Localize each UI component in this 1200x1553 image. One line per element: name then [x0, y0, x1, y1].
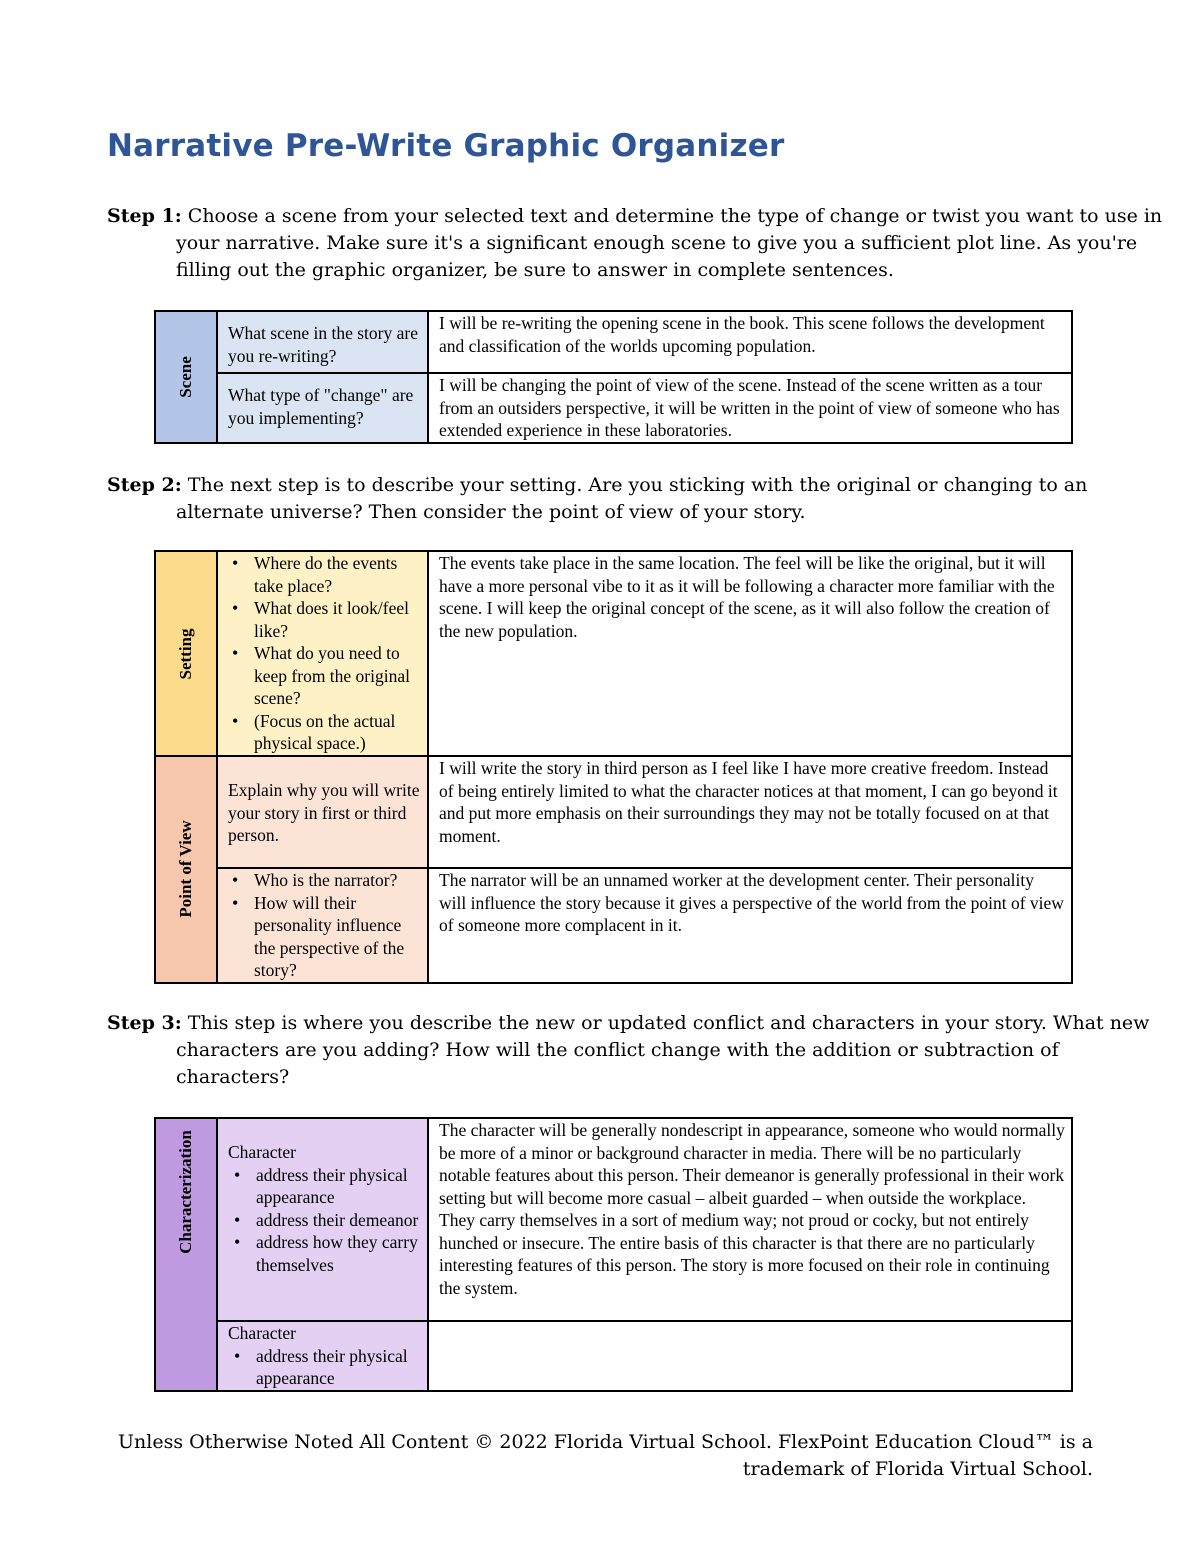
- narrator-answer[interactable]: The narrator will be an unnamed worker at the development center. Their personality will influence the story because it gives a perspective of the world from the point of view of someone more complacent in it.: [428, 868, 1072, 983]
- setting-bullet: • Where do the events take place?: [244, 552, 421, 597]
- setting-bullet: • What does it look/feel like?: [244, 597, 421, 642]
- step-1-label: Step 1:: [107, 205, 182, 227]
- pov-section-label: Point of View: [175, 820, 195, 918]
- narrator-bullet: • Who is the narrator?: [244, 869, 421, 892]
- setting-bullet: • (Focus on the actual physical space.): [244, 710, 421, 755]
- setting-pov-table: [154, 550, 1073, 984]
- narrator-question-list: [228, 869, 421, 982]
- scene-section-label: Scene: [175, 356, 195, 398]
- characterization-section-label: Characterization: [175, 1130, 195, 1254]
- character-2-heading: Character: [228, 1323, 297, 1343]
- setting-question-cell: [217, 551, 428, 756]
- pov-question: Explain why you will write your story in first or third person.: [217, 756, 428, 868]
- step-2-text: The next step is to describe your setting. Are you sticking with the original or changing to an alternate universe? Then consider the point of view of your story.: [176, 474, 1088, 523]
- narrator-bullet: • How will their personality influence the perspective of the story?: [244, 892, 421, 982]
- step-1-text: Choose a scene from your selected text and determine the type of change or twist you want to use in your narrative. Make sure it's a significant enough scene to give you a sufficient plot line. As you're filling out the graphic organizer, be sure to answer in complete sentences.: [176, 205, 1163, 281]
- footer-line-2: trademark of Florida Virtual School.: [742, 1458, 1093, 1480]
- characterization-table: [154, 1117, 1073, 1392]
- scene-question-2: What type of "change" are you implementing?: [217, 373, 428, 443]
- page-title: Narrative Pre-Write Graphic Organizer: [107, 128, 785, 164]
- scene-section-cell: [155, 311, 217, 443]
- copyright-footer: [93, 1429, 1093, 1483]
- pov-section-cell: [155, 756, 217, 983]
- footer-line-1: Unless Otherwise Noted All Content © 2022 Florida Virtual School. FlexPoint Education Cloud™ is a: [118, 1431, 1093, 1453]
- setting-question-list: [228, 552, 421, 755]
- scene-question-1: What scene in the story are you re-writing?: [217, 311, 428, 373]
- narrator-question-cell: [217, 868, 428, 983]
- scene-answer-2[interactable]: I will be changing the point of view of the scene. Instead of the scene written as a tour from an outsiders perspective, it will be written in the point of view of someone who has extended experience in these laboratories.: [428, 373, 1072, 443]
- scene-answer-1[interactable]: I will be re-writing the opening scene in the book. This scene follows the development and classification of the worlds upcoming population.: [428, 311, 1072, 373]
- character-2-bullet: • address their physical appearance: [246, 1345, 421, 1390]
- character-2-answer[interactable]: [428, 1321, 1072, 1391]
- character-1-bullet: • address their physical appearance: [246, 1164, 421, 1209]
- character-1-heading: Character: [228, 1142, 297, 1162]
- setting-answer[interactable]: The events take place in the same location. The feel will be like the original, but it will have a more personal vibe to it as it will be following a character more familiar with the scene. I will keep the original concept of the scene, as it will also follow the creation of the new population.: [428, 551, 1072, 756]
- step-1-instructions: [107, 203, 1166, 284]
- pov-answer[interactable]: I will write the story in third person as I feel like I have more creative freedom. Instead of being entirely limited to what the character notices at that moment, I can go beyond it and put more emphasis on their surroundings they may not be totally focused on at that moment.: [428, 756, 1072, 868]
- setting-bullet: • What do you need to keep from the original scene?: [244, 642, 421, 710]
- character-1-question-cell: [217, 1118, 428, 1321]
- step-3-label: Step 3:: [107, 1012, 182, 1034]
- step-3-text: This step is where you describe the new or updated conflict and characters in your story. What new characters are you adding? How will the conflict change with the addition or subtraction of characters?: [176, 1012, 1150, 1088]
- character-1-list: [228, 1164, 421, 1277]
- scene-table: [154, 310, 1073, 444]
- setting-section-label: Setting: [175, 628, 195, 679]
- setting-section-cell: [155, 551, 217, 756]
- character-2-list: [228, 1345, 421, 1390]
- character-1-bullet: • address how they carry themselves: [246, 1231, 421, 1276]
- step-3-instructions: [107, 1010, 1166, 1091]
- characterization-section-cell: [155, 1118, 217, 1391]
- step-2-instructions: [107, 472, 1166, 526]
- character-2-question-cell: [217, 1321, 428, 1391]
- character-1-answer[interactable]: The character will be generally nondescript in appearance, someone who would normally be more of a minor or background character in media. There will be no particularly notable features about this person. Their demeanor is generally professional in their work setting but will become more casual – albeit guarded – when outside the workplace. They carry themselves in a sort of medium way; not proud or cocky, but not entirely hunched or insecure. The entire basis of this character is that there are no particularly interesting features of this person. The story is more focused on their role in continuing the system.: [428, 1118, 1072, 1321]
- character-1-bullet: • address their demeanor: [246, 1209, 421, 1232]
- step-2-label: Step 2:: [107, 474, 182, 496]
